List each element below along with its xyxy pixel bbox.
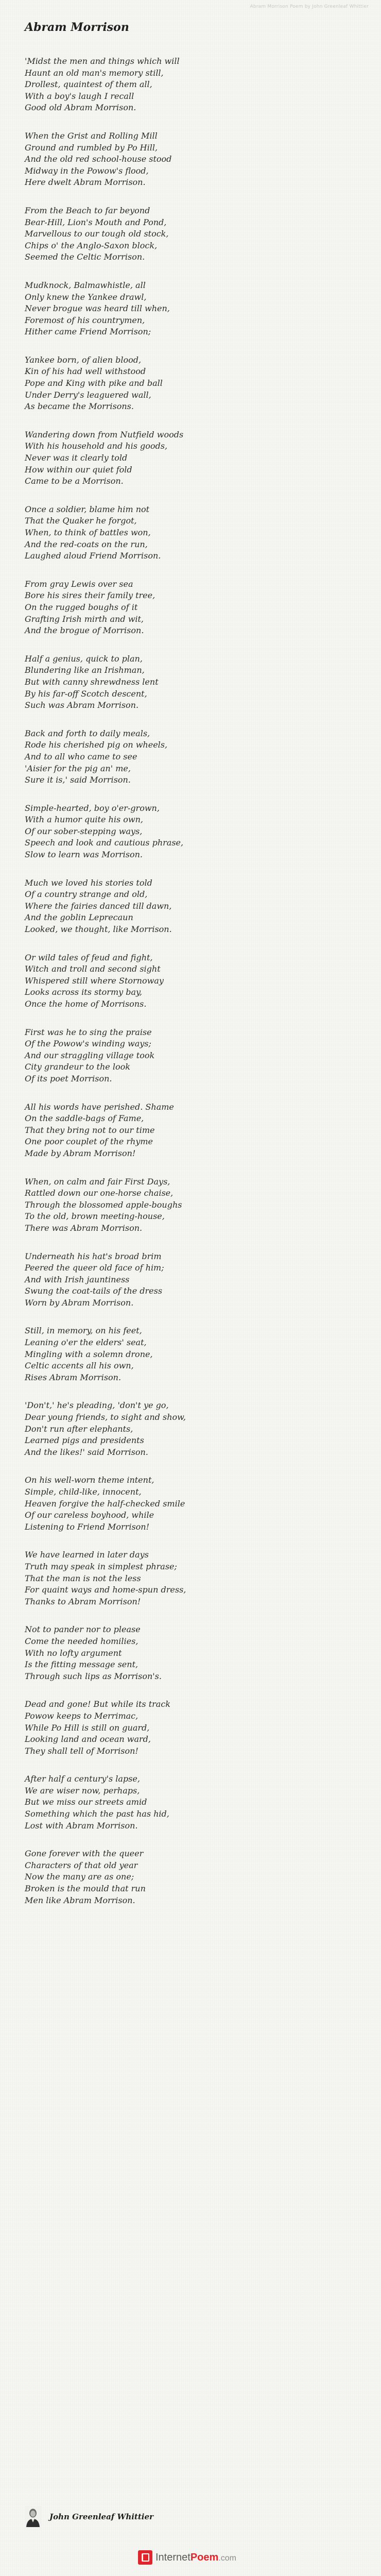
poem-line: But with canny shrewdness lent xyxy=(25,676,159,687)
stanza xyxy=(25,130,359,189)
poem-line: Never was it clearly told xyxy=(25,453,128,463)
poem-line: 'Midst the men and things which will xyxy=(25,56,180,66)
poem-line: And our straggling village took xyxy=(25,1050,155,1060)
poem-line: To the old, brown meeting-house, xyxy=(25,1211,165,1222)
poem-line: With a boy's laugh I recall xyxy=(25,91,134,101)
poem-line: That they bring not to our time xyxy=(25,1125,155,1135)
poem-line: While Po Hill is still on guard, xyxy=(25,1722,150,1733)
poem-line: But we miss our streets amid xyxy=(25,1797,147,1807)
poem-line: Now the many are as one; xyxy=(25,1872,134,1882)
poem-line: First was he to sing the praise xyxy=(25,1027,152,1037)
poem-line: Swung the coat-tails of the dress xyxy=(25,1286,163,1296)
poem-line: Of our sober-stepping ways, xyxy=(25,826,143,836)
stanza xyxy=(25,1176,359,1234)
poem-line: City grandeur to the look xyxy=(25,1062,130,1072)
stanza xyxy=(25,1773,359,1832)
poem-line: Only knew the Yankee drawl, xyxy=(25,292,147,302)
poem-line: Broken is the mould that run xyxy=(25,1884,146,1894)
poem-line: And the red-coats on the run, xyxy=(25,539,148,549)
poem-line: Of our careless boyhood, while xyxy=(25,1510,154,1520)
poem-line: Characters of that old year xyxy=(25,1860,138,1870)
site-logo[interactable] xyxy=(138,2550,236,2565)
stanza xyxy=(25,205,359,263)
poem-body xyxy=(25,56,359,1923)
poem-line: Good old Abram Morrison. xyxy=(25,103,136,113)
poem-line: Still, in memory, on his feet, xyxy=(25,1326,142,1336)
author-portrait-icon xyxy=(25,2506,41,2527)
stanza xyxy=(25,803,359,861)
poem-line: When, on calm and fair First Days, xyxy=(25,1176,170,1187)
site-logo-suffix: .com xyxy=(218,2553,236,2563)
poem-line: Blundering like an Irishman, xyxy=(25,665,145,675)
poem-line: Truth may speak in simplest phrase; xyxy=(25,1561,177,1571)
poem-line: 'Aisier for the pig an' me, xyxy=(25,763,131,773)
poem-line: We have learned in later days xyxy=(25,1550,149,1560)
poem-line: Under Derry's leaguered wall, xyxy=(25,389,151,400)
stanza xyxy=(25,280,359,338)
poem-line: Chips o' the Anglo-Saxon block, xyxy=(25,240,158,250)
poem-line: Drollest, quaintest of them all, xyxy=(25,79,152,90)
poem-line: Thanks to Abram Morrison! xyxy=(25,1596,141,1606)
poem-line: Such was Abram Morrison. xyxy=(25,700,139,710)
poem-line: Men like Abram Morrison. xyxy=(25,1895,135,1905)
poem-line: Don't run after elephants, xyxy=(25,1423,133,1434)
poem-line: Looking land and ocean ward, xyxy=(25,1734,151,1744)
poem-line: From the Beach to far beyond xyxy=(25,205,150,215)
poem-line: Simple-hearted, boy o'er-grown, xyxy=(25,803,160,813)
poem-line: When, to think of battles won, xyxy=(25,528,151,537)
stanza xyxy=(25,579,359,637)
poem-line: Rises Abram Morrison. xyxy=(25,1372,122,1382)
author-row[interactable] xyxy=(25,2506,153,2527)
poem-line: And to all who came to see xyxy=(25,751,137,761)
poem-line: Come the needed homilies, xyxy=(25,1636,138,1646)
poem-line: Bear-Hill, Lion's Mouth and Pond, xyxy=(25,217,167,227)
poem-line: Not to pander nor to please xyxy=(25,1624,141,1635)
poem-line: Lost with Abram Morrison. xyxy=(25,1820,138,1831)
poem-line: Dear young friends, to sight and show, xyxy=(25,1412,186,1422)
poem-line: As became the Morrisons. xyxy=(25,401,134,412)
poem-line: Whispered still where Stornoway xyxy=(25,975,164,986)
stanza xyxy=(25,1101,359,1160)
poem-line: Marvellous to our tough old stock, xyxy=(25,229,169,239)
poem-line: There was Abram Morrison. xyxy=(25,1223,143,1233)
poem-title: Abram Morrison xyxy=(25,21,129,34)
poem-line: With his household and his goods, xyxy=(25,441,168,451)
stanza xyxy=(25,1549,359,1607)
poem-line: Listening to Friend Morrison! xyxy=(25,1521,150,1532)
poem-line: Looks across its stormy bay, xyxy=(25,987,143,997)
poem-line: Leaning o'er the elders' seat, xyxy=(25,1337,147,1348)
stanza xyxy=(25,1624,359,1682)
document-icon xyxy=(138,2550,152,2565)
poem-line: Worn by Abram Morrison. xyxy=(25,1297,134,1308)
poem-line: Speech and look and cautious phrase, xyxy=(25,838,184,848)
poem-line: We are wiser now, perhaps, xyxy=(25,1785,140,1795)
poem-line: Haunt an old man's memory still, xyxy=(25,67,164,78)
stanza xyxy=(25,56,359,114)
poem-line: Came to be a Morrison. xyxy=(25,476,124,486)
stanza xyxy=(25,952,359,1010)
poem-line: And the likes!' said Morrison. xyxy=(25,1447,148,1457)
poem-line: Where the fairies danced till dawn, xyxy=(25,901,172,911)
stanza xyxy=(25,1400,359,1458)
poem-line: Back and forth to daily meals, xyxy=(25,728,150,738)
poem-line: Celtic accents all his own, xyxy=(25,1361,134,1371)
poem-line: And with Irish jauntiness xyxy=(25,1274,130,1284)
poem-line: Simple, child-like, innocent, xyxy=(25,1487,142,1497)
poem-line: And the brogue of Morrison. xyxy=(25,625,144,636)
poem-line: Half a genius, quick to plan, xyxy=(25,653,143,664)
poem-line: Of the Powow's winding ways; xyxy=(25,1039,151,1049)
poem-line: Of a country strange and old, xyxy=(25,889,148,900)
stanza xyxy=(25,728,359,786)
poem-line: Dead and gone! But while its track xyxy=(25,1699,170,1709)
poem-line: From gray Lewis over sea xyxy=(25,579,133,589)
poem-line: Bore his sires their family tree, xyxy=(25,590,155,601)
stanza xyxy=(25,1027,359,1085)
poem-line: Never brogue was heard till when, xyxy=(25,303,170,314)
stanza xyxy=(25,653,359,711)
poem-line: One poor couplet of the rhyme xyxy=(25,1137,153,1147)
poem-line: 'Don't,' he's pleading, 'don't ye go, xyxy=(25,1400,169,1411)
poem-line: Here dwelt Abram Morrison. xyxy=(25,177,146,188)
stanza xyxy=(25,1475,359,1533)
poem-line: Mudknock, Balmawhistle, all xyxy=(25,280,146,290)
poem-line: When the Grist and Rolling Mill xyxy=(25,130,158,141)
poem-line: They shall tell of Morrison! xyxy=(25,1745,138,1756)
stanza xyxy=(25,877,359,936)
stanza xyxy=(25,1699,359,1757)
site-logo-part2: Poem xyxy=(190,2551,219,2563)
poem-line: Mingling with a solemn drone, xyxy=(25,1349,153,1359)
stanza xyxy=(25,429,359,487)
poem-line: Through the blossomed apple-boughs xyxy=(25,1199,182,1210)
poem-line: Looked, we thought, like Morrison. xyxy=(25,924,172,935)
stanza xyxy=(25,1251,359,1309)
poem-line: On the saddle-bags of Fame, xyxy=(25,1113,144,1124)
poem-line: Heaven forgive the half-checked smile xyxy=(25,1498,185,1509)
poem-line: Rode his cherished pig on wheels, xyxy=(25,740,168,750)
poem-line: Gone forever with the queer xyxy=(25,1849,144,1859)
poem-line: Something which the past has hid, xyxy=(25,1809,169,1819)
poem-line: Witch and troll and second sight xyxy=(25,964,161,974)
poem-line: After half a century's lapse, xyxy=(25,1774,140,1784)
poem-line: Foremost of his countrymen, xyxy=(25,315,145,325)
poem-line: Learned pigs and presidents xyxy=(25,1435,144,1446)
poem-line: Pope and King with pike and ball xyxy=(25,378,163,388)
header-credit: Abram Morrison Poem by John Greenleaf Whittier xyxy=(250,4,369,9)
stanza xyxy=(25,1325,359,1383)
author-name[interactable]: John Greenleaf Whittier xyxy=(49,2512,153,2521)
poem-line: By his far-off Scotch descent, xyxy=(25,688,147,699)
poem-line: Ground and rumbled by Po Hill, xyxy=(25,142,158,152)
poem-line: With no lofty argument xyxy=(25,1648,122,1658)
poem-line: Made by Abram Morrison! xyxy=(25,1148,136,1158)
stanza xyxy=(25,1848,359,1906)
poem-line: Yankee born, of alien blood, xyxy=(25,354,142,365)
poem-line: Hither came Friend Morrison; xyxy=(25,327,151,337)
stanza xyxy=(25,354,359,413)
poem-line: Much we loved his stories told xyxy=(25,877,152,888)
poem-line: Once the home of Morrisons. xyxy=(25,999,147,1009)
poem-line: Or wild tales of feud and fight, xyxy=(25,952,153,962)
poem-line: Midway in the Powow's flood, xyxy=(25,165,149,176)
poem-line: Peered the queer old face of him; xyxy=(25,1263,164,1273)
poem-line: On the rugged boughs of it xyxy=(25,602,138,612)
site-logo-text xyxy=(155,2552,236,2564)
poem-line: Underneath his hat's broad brim xyxy=(25,1251,162,1261)
site-logo-part1: Internet xyxy=(155,2551,190,2563)
stanza xyxy=(25,504,359,562)
poem-line: That the Quaker he forgot, xyxy=(25,516,137,526)
poem-line: Seemed the Celtic Morrison. xyxy=(25,252,145,262)
poem-line: Wandering down from Nutfield woods xyxy=(25,429,184,439)
poem-line: Slow to learn was Morrison. xyxy=(25,850,143,860)
poem-line: Powow keeps to Merrimac, xyxy=(25,1710,138,1721)
poem-line: For quaint ways and home-spun dress, xyxy=(25,1585,186,1595)
poem-line: Grafting Irish mirth and wit, xyxy=(25,614,144,624)
poem-line: That the man is not the less xyxy=(25,1573,141,1583)
poem-line: And the old red school-house stood xyxy=(25,154,172,164)
poem-line: How within our quiet fold xyxy=(25,464,132,474)
poem-line: With a humor quite his own, xyxy=(25,815,143,825)
poem-line: Sure it is,' said Morrison. xyxy=(25,775,131,785)
author-portrait xyxy=(25,2506,41,2527)
poem-line: Through such lips as Morrison's. xyxy=(25,1671,162,1681)
poem-line: Laughed aloud Friend Morrison. xyxy=(25,551,161,561)
poem-line: Of its poet Morrison. xyxy=(25,1073,112,1083)
poem-line: Once a soldier, blame him not xyxy=(25,504,150,514)
poem-line: And the goblin Leprecaun xyxy=(25,912,133,923)
poem-line: On his well-worn theme intent, xyxy=(25,1475,154,1485)
poem-line: All his words have perished. Shame xyxy=(25,1101,174,1112)
poem-line: Kin of his had well withstood xyxy=(25,366,146,377)
poem-line: Is the fitting message sent, xyxy=(25,1659,138,1670)
poem-line: Rattled down our one-horse chaise, xyxy=(25,1188,174,1198)
